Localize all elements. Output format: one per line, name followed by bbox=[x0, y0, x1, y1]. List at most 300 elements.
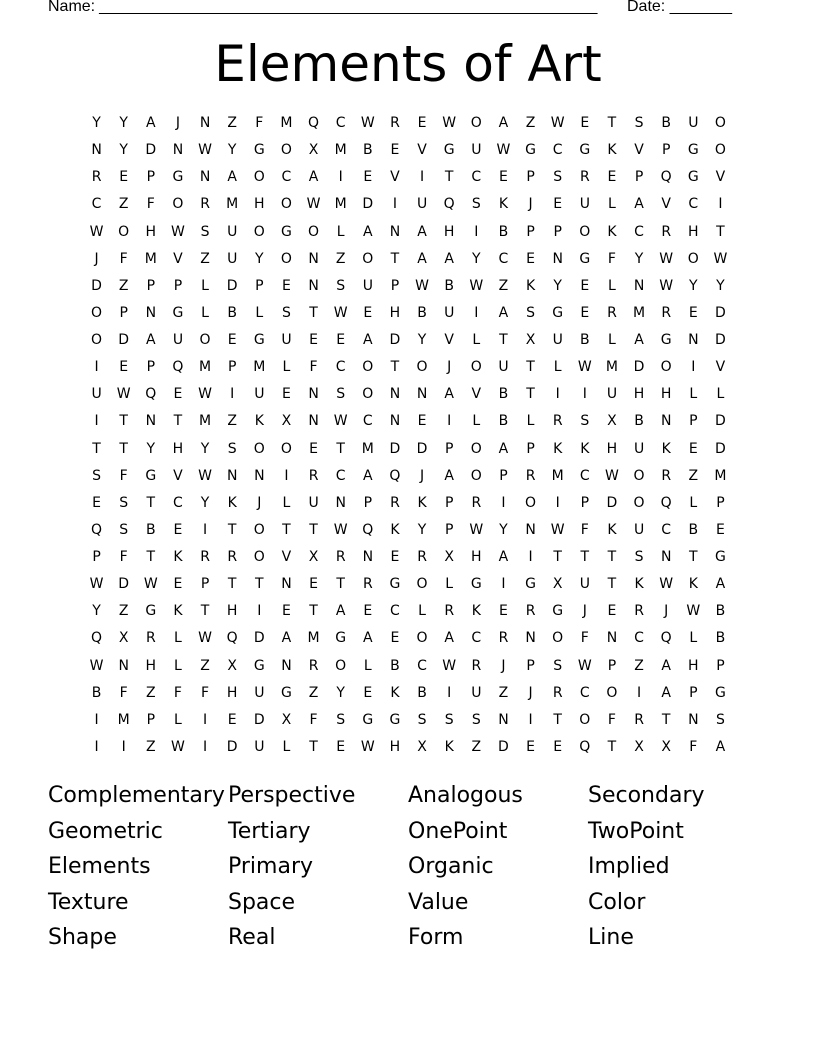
grid-cell[interactable]: G bbox=[389, 711, 401, 728]
grid-cell[interactable]: A bbox=[715, 576, 726, 593]
grid-cell[interactable]: L bbox=[282, 738, 291, 755]
grid-cell[interactable]: U bbox=[688, 115, 699, 131]
grid-cell[interactable]: M bbox=[307, 630, 320, 647]
grid-cell[interactable]: X bbox=[607, 413, 617, 430]
grid-cell[interactable]: D bbox=[715, 304, 726, 321]
grid-cell[interactable]: O bbox=[362, 250, 374, 267]
grid-cell[interactable]: M bbox=[253, 359, 266, 376]
grid-cell[interactable]: X bbox=[552, 576, 563, 593]
grid-cell[interactable]: N bbox=[389, 413, 401, 430]
grid-cell[interactable]: Z bbox=[525, 115, 536, 131]
grid-cell[interactable]: J bbox=[447, 359, 452, 376]
grid-cell[interactable]: P bbox=[146, 711, 156, 728]
grid-cell[interactable]: M bbox=[334, 196, 347, 213]
grid-cell[interactable]: W bbox=[469, 521, 484, 538]
grid-cell[interactable]: D bbox=[226, 277, 238, 294]
grid-cell[interactable]: G bbox=[715, 684, 726, 701]
grid-cell[interactable]: Y bbox=[92, 603, 101, 620]
grid-cell[interactable]: I bbox=[447, 413, 452, 430]
grid-cell[interactable]: F bbox=[580, 521, 589, 538]
grid-cell[interactable]: M bbox=[605, 359, 618, 376]
grid-cell[interactable]: R bbox=[308, 657, 319, 674]
grid-cell[interactable]: K bbox=[498, 196, 509, 213]
grid-cell[interactable]: I bbox=[691, 359, 696, 376]
grid-cell[interactable]: O bbox=[362, 359, 374, 376]
grid-cell[interactable]: E bbox=[580, 304, 590, 321]
grid-cell[interactable]: I bbox=[202, 521, 208, 538]
grid-cell[interactable]: Y bbox=[553, 277, 562, 294]
grid-cell[interactable]: E bbox=[336, 332, 346, 348]
grid-cell[interactable]: L bbox=[174, 657, 182, 674]
grid-cell[interactable]: O bbox=[470, 115, 482, 131]
grid-cell[interactable]: W bbox=[333, 521, 348, 538]
grid-cell[interactable]: O bbox=[633, 467, 645, 484]
grid-cell[interactable]: M bbox=[334, 142, 347, 159]
grid-cell[interactable]: O bbox=[416, 630, 428, 647]
grid-cell[interactable]: O bbox=[687, 250, 699, 267]
grid-cell[interactable]: W bbox=[333, 413, 348, 430]
grid-cell[interactable]: V bbox=[661, 196, 671, 213]
grid-cell[interactable]: O bbox=[362, 386, 374, 403]
grid-cell[interactable]: H bbox=[688, 657, 699, 674]
grid-cell[interactable]: W bbox=[143, 576, 158, 593]
grid-cell[interactable]: N bbox=[281, 657, 292, 674]
grid-cell[interactable]: R bbox=[335, 549, 346, 565]
grid-cell[interactable]: X bbox=[227, 657, 237, 674]
grid-cell[interactable]: E bbox=[282, 277, 291, 294]
grid-cell[interactable]: D bbox=[253, 711, 265, 728]
grid-cell[interactable]: A bbox=[363, 467, 373, 484]
grid-cell[interactable]: R bbox=[390, 494, 400, 511]
grid-cell[interactable]: C bbox=[173, 494, 183, 511]
grid-cell[interactable]: O bbox=[470, 359, 482, 376]
grid-cell[interactable]: O bbox=[416, 576, 428, 593]
grid-cell[interactable]: W bbox=[469, 277, 484, 294]
grid-cell[interactable]: T bbox=[92, 440, 101, 457]
grid-cell[interactable]: Q bbox=[660, 494, 672, 511]
grid-cell[interactable]: J bbox=[501, 657, 506, 674]
grid-cell[interactable]: C bbox=[579, 684, 590, 701]
grid-cell[interactable]: H bbox=[633, 386, 645, 403]
grid-cell[interactable]: T bbox=[390, 250, 400, 267]
grid-cell[interactable]: E bbox=[580, 277, 590, 294]
grid-cell[interactable]: M bbox=[633, 304, 646, 321]
grid-cell[interactable]: J bbox=[582, 603, 587, 620]
grid-cell[interactable]: T bbox=[607, 549, 617, 565]
grid-cell[interactable]: I bbox=[528, 549, 533, 565]
grid-cell[interactable]: Z bbox=[118, 277, 129, 294]
grid-cell[interactable]: R bbox=[444, 603, 455, 620]
grid-cell[interactable]: O bbox=[280, 142, 292, 159]
grid-cell[interactable]: Z bbox=[200, 250, 210, 267]
grid-cell[interactable]: O bbox=[714, 115, 726, 131]
grid-cell[interactable]: I bbox=[121, 738, 126, 755]
grid-cell[interactable]: T bbox=[119, 413, 128, 430]
grid-cell[interactable]: S bbox=[580, 413, 590, 430]
grid-cell[interactable]: Z bbox=[634, 657, 644, 674]
grid-cell[interactable]: R bbox=[200, 549, 210, 565]
grid-cell[interactable]: I bbox=[257, 603, 262, 620]
grid-cell[interactable]: J bbox=[419, 467, 425, 484]
grid-cell[interactable]: S bbox=[634, 549, 644, 565]
grid-cell[interactable]: F bbox=[607, 711, 616, 728]
grid-cell[interactable]: T bbox=[336, 440, 345, 457]
grid-cell[interactable]: C bbox=[335, 115, 346, 131]
grid-cell[interactable]: W bbox=[198, 142, 212, 159]
grid-cell[interactable]: L bbox=[201, 304, 209, 321]
grid-cell[interactable]: U bbox=[254, 738, 265, 755]
grid-cell[interactable]: T bbox=[227, 576, 237, 593]
grid-cell[interactable]: P bbox=[119, 304, 128, 321]
grid-cell[interactable]: P bbox=[661, 142, 671, 159]
grid-cell[interactable]: E bbox=[227, 332, 237, 348]
grid-cell[interactable]: M bbox=[117, 711, 130, 728]
grid-cell[interactable]: C bbox=[335, 467, 346, 484]
grid-cell[interactable]: O bbox=[660, 359, 672, 376]
grid-cell[interactable]: E bbox=[309, 576, 318, 593]
grid-cell[interactable]: H bbox=[145, 223, 157, 240]
grid-cell[interactable]: D bbox=[226, 738, 238, 755]
grid-cell[interactable]: E bbox=[553, 738, 563, 755]
grid-cell[interactable]: G bbox=[281, 684, 292, 701]
grid-cell[interactable]: V bbox=[390, 169, 400, 186]
grid-cell[interactable]: L bbox=[689, 630, 698, 647]
grid-cell[interactable]: P bbox=[200, 576, 210, 593]
grid-cell[interactable]: U bbox=[444, 304, 455, 321]
grid-cell[interactable]: T bbox=[607, 576, 617, 593]
grid-cell[interactable]: W bbox=[577, 657, 592, 674]
grid-cell[interactable]: Y bbox=[255, 250, 264, 267]
grid-cell[interactable]: A bbox=[634, 196, 644, 213]
grid-cell[interactable]: N bbox=[308, 250, 319, 267]
grid-cell[interactable]: B bbox=[227, 304, 237, 321]
grid-cell[interactable]: R bbox=[552, 413, 563, 430]
grid-cell[interactable]: T bbox=[200, 603, 210, 620]
grid-cell[interactable]: N bbox=[606, 630, 618, 647]
grid-cell[interactable]: J bbox=[528, 196, 533, 213]
grid-cell[interactable]: L bbox=[472, 332, 481, 348]
grid-cell[interactable]: R bbox=[227, 549, 238, 565]
grid-cell[interactable]: F bbox=[173, 684, 182, 701]
grid-cell[interactable]: K bbox=[471, 603, 481, 620]
grid-cell[interactable]: X bbox=[118, 630, 129, 647]
grid-cell[interactable]: O bbox=[280, 250, 292, 267]
grid-cell[interactable]: S bbox=[471, 196, 481, 213]
grid-cell[interactable]: A bbox=[335, 603, 346, 620]
grid-cell[interactable]: O bbox=[470, 440, 482, 457]
grid-cell[interactable]: D bbox=[715, 440, 726, 457]
grid-cell[interactable]: T bbox=[390, 359, 400, 376]
grid-cell[interactable]: A bbox=[498, 549, 509, 565]
grid-cell[interactable]: L bbox=[608, 277, 616, 294]
grid-cell[interactable]: V bbox=[417, 142, 427, 159]
grid-cell[interactable]: Z bbox=[227, 115, 237, 131]
grid-cell[interactable]: O bbox=[579, 711, 591, 728]
grid-cell[interactable]: Y bbox=[146, 440, 156, 457]
grid-cell[interactable]: D bbox=[145, 142, 157, 159]
grid-cell[interactable]: D bbox=[253, 630, 265, 647]
grid-cell[interactable]: T bbox=[607, 115, 617, 131]
grid-cell[interactable]: U bbox=[633, 521, 645, 538]
grid-cell[interactable]: S bbox=[119, 521, 129, 538]
grid-cell[interactable]: N bbox=[688, 711, 699, 728]
grid-cell[interactable]: V bbox=[715, 359, 726, 376]
grid-cell[interactable]: W bbox=[415, 277, 429, 294]
grid-cell[interactable]: A bbox=[417, 223, 427, 240]
grid-cell[interactable]: S bbox=[471, 711, 481, 728]
grid-cell[interactable]: E bbox=[282, 386, 291, 403]
grid-cell[interactable]: G bbox=[443, 142, 455, 159]
grid-cell[interactable]: V bbox=[444, 332, 454, 348]
grid-cell[interactable]: I bbox=[94, 711, 99, 728]
grid-cell[interactable]: C bbox=[552, 142, 563, 159]
grid-cell[interactable]: P bbox=[553, 223, 562, 240]
grid-cell[interactable]: S bbox=[200, 223, 210, 240]
grid-cell[interactable]: J bbox=[664, 603, 669, 620]
grid-cell[interactable]: Y bbox=[119, 142, 128, 159]
grid-cell[interactable]: Y bbox=[499, 521, 508, 538]
grid-cell[interactable]: C bbox=[471, 630, 482, 647]
grid-cell[interactable]: G bbox=[172, 304, 184, 321]
grid-cell[interactable]: H bbox=[226, 684, 238, 701]
grid-cell[interactable]: U bbox=[552, 332, 563, 348]
grid-cell[interactable]: W bbox=[713, 250, 728, 267]
name-blank[interactable]: ________________________________________________________ bbox=[99, 0, 598, 15]
grid-cell[interactable]: A bbox=[227, 169, 237, 186]
grid-cell[interactable]: H bbox=[389, 738, 401, 755]
grid-cell[interactable]: I bbox=[474, 304, 479, 321]
grid-cell[interactable]: N bbox=[308, 277, 319, 294]
grid-cell[interactable]: E bbox=[336, 738, 346, 755]
grid-cell[interactable]: B bbox=[634, 413, 644, 430]
grid-cell[interactable]: A bbox=[634, 332, 644, 348]
grid-cell[interactable]: O bbox=[253, 440, 265, 457]
grid-cell[interactable]: M bbox=[144, 250, 157, 267]
grid-cell[interactable]: U bbox=[227, 223, 238, 240]
grid-cell[interactable]: E bbox=[173, 386, 183, 403]
grid-cell[interactable]: E bbox=[92, 494, 101, 511]
grid-cell[interactable]: L bbox=[445, 576, 454, 593]
grid-cell[interactable]: M bbox=[226, 196, 239, 213]
grid-cell[interactable]: T bbox=[309, 603, 318, 620]
grid-cell[interactable]: N bbox=[308, 386, 319, 403]
grid-cell[interactable]: Y bbox=[716, 277, 725, 294]
grid-cell[interactable]: T bbox=[716, 223, 725, 240]
grid-cell[interactable]: W bbox=[659, 250, 674, 267]
grid-cell[interactable]: M bbox=[199, 359, 212, 376]
grid-cell[interactable]: N bbox=[389, 223, 401, 240]
grid-cell[interactable]: W bbox=[686, 603, 701, 620]
grid-cell[interactable]: K bbox=[661, 440, 671, 457]
grid-cell[interactable]: S bbox=[553, 169, 563, 186]
grid-cell[interactable]: C bbox=[281, 169, 292, 186]
grid-cell[interactable]: Z bbox=[471, 738, 482, 755]
grid-cell[interactable]: N bbox=[362, 549, 374, 565]
grid-cell[interactable]: W bbox=[171, 223, 185, 240]
grid-cell[interactable]: K bbox=[390, 684, 400, 701]
grid-cell[interactable]: O bbox=[253, 223, 265, 240]
grid-cell[interactable]: Q bbox=[443, 196, 455, 213]
grid-cell[interactable]: H bbox=[226, 603, 238, 620]
grid-cell[interactable]: R bbox=[552, 684, 563, 701]
grid-cell[interactable]: O bbox=[91, 304, 103, 321]
grid-cell[interactable]: N bbox=[525, 521, 536, 538]
grid-cell[interactable]: R bbox=[525, 603, 536, 620]
grid-cell[interactable]: I bbox=[555, 494, 560, 511]
grid-cell[interactable]: S bbox=[634, 115, 644, 131]
grid-cell[interactable]: R bbox=[308, 467, 319, 484]
grid-cell[interactable]: O bbox=[308, 223, 320, 240]
grid-cell[interactable]: N bbox=[145, 304, 157, 321]
grid-cell[interactable]: P bbox=[716, 494, 725, 511]
grid-cell[interactable]: U bbox=[172, 332, 184, 348]
grid-cell[interactable]: N bbox=[254, 467, 265, 484]
grid-cell[interactable]: I bbox=[582, 386, 587, 403]
grid-cell[interactable]: E bbox=[580, 115, 590, 131]
grid-cell[interactable]: U bbox=[471, 142, 482, 159]
grid-cell[interactable]: O bbox=[253, 549, 265, 565]
grid-cell[interactable]: E bbox=[499, 169, 508, 186]
grid-cell[interactable]: T bbox=[173, 413, 183, 430]
grid-cell[interactable]: N bbox=[552, 250, 563, 267]
grid-cell[interactable]: G bbox=[145, 467, 157, 484]
grid-cell[interactable]: H bbox=[254, 196, 265, 213]
grid-cell[interactable]: K bbox=[607, 223, 617, 240]
grid-cell[interactable]: I bbox=[718, 196, 723, 213]
grid-cell[interactable]: D bbox=[118, 332, 130, 348]
grid-cell[interactable]: O bbox=[118, 223, 130, 240]
grid-cell[interactable]: B bbox=[580, 332, 590, 348]
grid-cell[interactable]: O bbox=[253, 169, 265, 186]
grid-cell[interactable]: D bbox=[389, 440, 401, 457]
grid-cell[interactable]: T bbox=[689, 549, 698, 565]
grid-cell[interactable]: G bbox=[470, 576, 482, 593]
grid-cell[interactable]: Q bbox=[389, 467, 401, 484]
grid-cell[interactable]: C bbox=[634, 630, 644, 647]
grid-cell[interactable]: N bbox=[172, 142, 184, 159]
grid-cell[interactable]: A bbox=[661, 684, 671, 701]
grid-cell[interactable]: W bbox=[116, 386, 131, 403]
grid-cell[interactable]: K bbox=[444, 738, 454, 755]
grid-cell[interactable]: S bbox=[336, 386, 346, 403]
grid-cell[interactable]: M bbox=[714, 467, 727, 484]
grid-cell[interactable]: I bbox=[284, 467, 289, 484]
grid-cell[interactable]: A bbox=[308, 169, 319, 186]
grid-cell[interactable]: Y bbox=[336, 684, 345, 701]
grid-cell[interactable]: S bbox=[336, 711, 346, 728]
grid-cell[interactable]: E bbox=[688, 440, 698, 457]
grid-cell[interactable]: E bbox=[227, 711, 237, 728]
grid-cell[interactable]: A bbox=[661, 657, 671, 674]
grid-cell[interactable]: O bbox=[525, 494, 537, 511]
grid-cell[interactable]: R bbox=[498, 630, 509, 647]
grid-cell[interactable]: W bbox=[171, 738, 185, 755]
grid-cell[interactable]: R bbox=[634, 603, 644, 620]
grid-cell[interactable]: P bbox=[444, 521, 454, 538]
grid-cell[interactable]: X bbox=[281, 711, 292, 728]
grid-cell[interactable]: T bbox=[661, 711, 671, 728]
grid-cell[interactable]: W bbox=[360, 115, 375, 131]
grid-cell[interactable]: H bbox=[660, 386, 672, 403]
grid-cell[interactable]: P bbox=[716, 657, 725, 674]
grid-cell[interactable]: I bbox=[202, 711, 208, 728]
grid-cell[interactable]: L bbox=[716, 386, 725, 403]
grid-cell[interactable]: B bbox=[91, 684, 102, 701]
grid-cell[interactable]: F bbox=[119, 467, 128, 484]
grid-cell[interactable]: B bbox=[417, 684, 427, 701]
grid-cell[interactable]: A bbox=[444, 386, 454, 403]
grid-cell[interactable]: B bbox=[390, 657, 400, 674]
grid-cell[interactable]: A bbox=[444, 467, 454, 484]
grid-cell[interactable]: I bbox=[447, 684, 452, 701]
grid-cell[interactable]: Y bbox=[119, 115, 128, 131]
grid-cell[interactable]: B bbox=[715, 630, 726, 647]
grid-cell[interactable]: R bbox=[661, 304, 672, 321]
grid-cell[interactable]: M bbox=[551, 467, 564, 484]
grid-cell[interactable]: G bbox=[253, 332, 265, 348]
grid-cell[interactable]: X bbox=[634, 738, 644, 755]
grid-cell[interactable]: A bbox=[363, 332, 373, 348]
grid-cell[interactable]: E bbox=[363, 169, 373, 186]
grid-cell[interactable]: R bbox=[579, 169, 590, 186]
grid-cell[interactable]: C bbox=[91, 196, 102, 213]
grid-cell[interactable]: E bbox=[417, 413, 427, 430]
grid-cell[interactable]: F bbox=[255, 115, 264, 131]
grid-cell[interactable]: X bbox=[417, 738, 427, 755]
grid-cell[interactable]: J bbox=[94, 250, 99, 267]
grid-cell[interactable]: W bbox=[198, 467, 212, 484]
grid-cell[interactable]: A bbox=[146, 332, 156, 348]
grid-cell[interactable]: A bbox=[444, 250, 454, 267]
grid-cell[interactable]: E bbox=[716, 521, 725, 538]
grid-cell[interactable]: X bbox=[308, 142, 319, 159]
grid-cell[interactable]: Z bbox=[688, 467, 699, 484]
grid-cell[interactable]: M bbox=[199, 413, 212, 430]
grid-cell[interactable]: G bbox=[253, 142, 265, 159]
grid-cell[interactable]: N bbox=[525, 630, 536, 647]
grid-cell[interactable]: U bbox=[362, 277, 373, 294]
grid-cell[interactable]: P bbox=[146, 277, 156, 294]
grid-cell[interactable]: M bbox=[361, 440, 374, 457]
grid-cell[interactable]: G bbox=[389, 576, 401, 593]
grid-cell[interactable]: B bbox=[417, 304, 427, 321]
grid-cell[interactable]: T bbox=[526, 359, 535, 376]
grid-cell[interactable]: L bbox=[255, 304, 264, 321]
grid-cell[interactable]: D bbox=[633, 359, 645, 376]
grid-cell[interactable]: Q bbox=[91, 630, 103, 647]
grid-cell[interactable]: T bbox=[580, 549, 590, 565]
grid-cell[interactable]: P bbox=[146, 169, 156, 186]
grid-cell[interactable]: W bbox=[442, 657, 457, 674]
grid-cell[interactable]: C bbox=[579, 467, 590, 484]
grid-cell[interactable]: E bbox=[173, 576, 183, 593]
grid-cell[interactable]: U bbox=[579, 576, 590, 593]
grid-cell[interactable]: L bbox=[282, 494, 291, 511]
grid-cell[interactable]: R bbox=[634, 711, 644, 728]
grid-cell[interactable]: F bbox=[119, 250, 128, 267]
grid-cell[interactable]: Q bbox=[172, 359, 184, 376]
grid-cell[interactable]: R bbox=[661, 223, 672, 240]
grid-cell[interactable]: Q bbox=[226, 630, 238, 647]
grid-cell[interactable]: K bbox=[173, 603, 183, 620]
grid-cell[interactable]: Q bbox=[660, 169, 672, 186]
grid-cell[interactable]: C bbox=[390, 603, 400, 620]
grid-cell[interactable]: W bbox=[198, 630, 212, 647]
grid-cell[interactable]: T bbox=[309, 521, 318, 538]
grid-cell[interactable]: Q bbox=[91, 521, 103, 538]
grid-cell[interactable]: Y bbox=[200, 440, 210, 457]
grid-cell[interactable]: P bbox=[526, 440, 535, 457]
